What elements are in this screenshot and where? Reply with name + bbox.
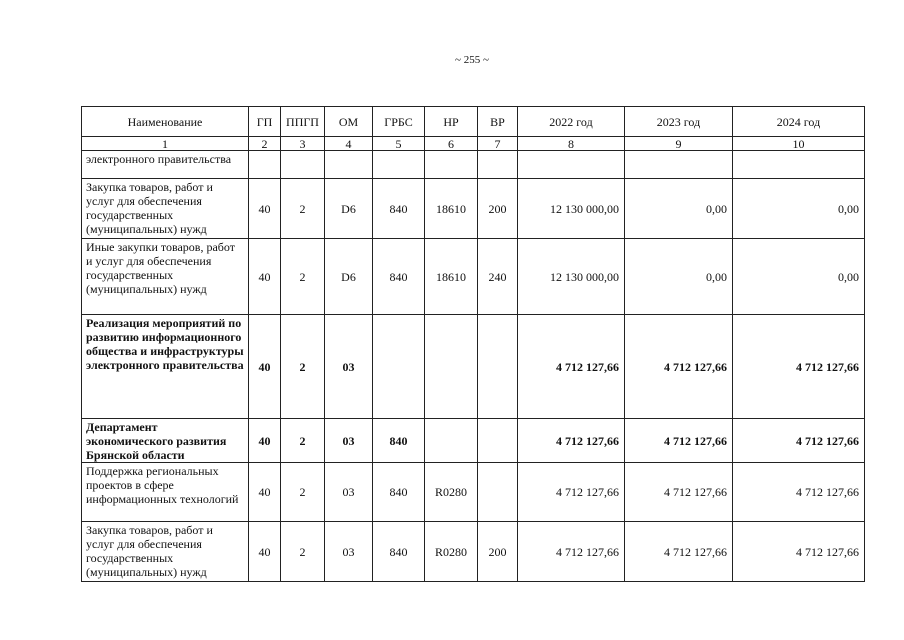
cell-2024: 4 712 127,66 — [733, 522, 865, 582]
cell-grbs — [373, 315, 425, 419]
table-row — [82, 151, 865, 179]
cell-2024: 4 712 127,66 — [733, 419, 865, 463]
column-number: 4 — [325, 137, 373, 151]
cell-grbs: 840 — [373, 239, 425, 315]
row-name: Реализация мероприятий по развитию информационного общества и инфраструктуры электронного правительства — [82, 315, 249, 419]
cell-2024: 4 712 127,66 — [733, 463, 865, 522]
column-number: 1 — [82, 137, 249, 151]
row-name: Закупка товаров, работ и услуг для обеспечения государственных (муниципальных) нужд — [82, 522, 249, 582]
cell-2023: 0,00 — [625, 179, 733, 239]
table-row — [82, 315, 865, 419]
cell-2022: 4 712 127,66 — [518, 522, 625, 582]
table-row — [82, 419, 865, 463]
cell-2023 — [625, 151, 733, 179]
column-header-om: ОМ — [325, 107, 373, 137]
cell-om: D6 — [325, 239, 373, 315]
table-row — [82, 239, 865, 315]
cell-2023: 4 712 127,66 — [625, 315, 733, 419]
cell-vr: 200 — [478, 179, 518, 239]
cell-om — [325, 151, 373, 179]
cell-vr: 200 — [478, 522, 518, 582]
cell-ppgp: 2 — [281, 463, 325, 522]
cell-om: 03 — [325, 522, 373, 582]
cell-gp: 40 — [249, 419, 281, 463]
cell-ppgp: 2 — [281, 419, 325, 463]
row-name: Департамент экономического развития Брянской области — [82, 419, 249, 463]
cell-grbs — [373, 151, 425, 179]
column-number: 5 — [373, 137, 425, 151]
cell-ppgp: 2 — [281, 315, 325, 419]
cell-vr — [478, 463, 518, 522]
cell-vr — [478, 315, 518, 419]
cell-2022: 4 712 127,66 — [518, 463, 625, 522]
cell-ppgp — [281, 151, 325, 179]
cell-2022: 12 130 000,00 — [518, 179, 625, 239]
column-header-2024: 2024 год — [733, 107, 865, 137]
cell-grbs: 840 — [373, 463, 425, 522]
cell-2024: 0,00 — [733, 239, 865, 315]
column-number-row — [82, 137, 865, 151]
cell-2023: 4 712 127,66 — [625, 419, 733, 463]
column-number: 6 — [425, 137, 478, 151]
cell-2023: 0,00 — [625, 239, 733, 315]
column-header-grbs: ГРБС — [373, 107, 425, 137]
column-header-nr: НР — [425, 107, 478, 137]
column-number: 3 — [281, 137, 325, 151]
cell-nr: 18610 — [425, 239, 478, 315]
cell-2023: 4 712 127,66 — [625, 522, 733, 582]
cell-nr — [425, 419, 478, 463]
cell-2023: 4 712 127,66 — [625, 463, 733, 522]
column-number: 8 — [518, 137, 625, 151]
cell-vr — [478, 151, 518, 179]
row-name: электронного правительства — [82, 151, 249, 179]
cell-ppgp: 2 — [281, 239, 325, 315]
cell-2022 — [518, 151, 625, 179]
cell-gp — [249, 151, 281, 179]
cell-vr: 240 — [478, 239, 518, 315]
cell-2024: 0,00 — [733, 179, 865, 239]
column-number: 9 — [625, 137, 733, 151]
cell-gp: 40 — [249, 179, 281, 239]
cell-vr — [478, 419, 518, 463]
cell-om: D6 — [325, 179, 373, 239]
header-row — [82, 107, 865, 137]
column-number: 10 — [733, 137, 865, 151]
row-name: Поддержка региональных проектов в сфере информационных технологий — [82, 463, 249, 522]
cell-gp: 40 — [249, 239, 281, 315]
row-name: Иные закупки товаров, работ и услуг для обеспечения государственных (муниципальных) нужд — [82, 239, 249, 315]
cell-2022: 4 712 127,66 — [518, 419, 625, 463]
column-header-2022: 2022 год — [518, 107, 625, 137]
cell-om: 03 — [325, 463, 373, 522]
cell-2022: 4 712 127,66 — [518, 315, 625, 419]
budget-table — [81, 106, 865, 582]
cell-grbs: 840 — [373, 419, 425, 463]
cell-grbs: 840 — [373, 522, 425, 582]
column-header-vr: ВР — [478, 107, 518, 137]
table-row — [82, 463, 865, 522]
cell-gp: 40 — [249, 315, 281, 419]
column-header-name: Наименование — [82, 107, 249, 137]
cell-gp: 40 — [249, 463, 281, 522]
row-name: Закупка товаров, работ и услуг для обеспечения государственных (муниципальных) нужд — [82, 179, 249, 239]
column-number: 7 — [478, 137, 518, 151]
page-number: ~ 255 ~ — [455, 54, 489, 66]
cell-nr: 18610 — [425, 179, 478, 239]
cell-2024 — [733, 151, 865, 179]
cell-nr: R0280 — [425, 522, 478, 582]
column-header-2023: 2023 год — [625, 107, 733, 137]
cell-om: 03 — [325, 419, 373, 463]
cell-ppgp: 2 — [281, 179, 325, 239]
column-number: 2 — [249, 137, 281, 151]
cell-2024: 4 712 127,66 — [733, 315, 865, 419]
cell-nr — [425, 151, 478, 179]
column-header-gp: ГП — [249, 107, 281, 137]
cell-om: 03 — [325, 315, 373, 419]
table-row — [82, 179, 865, 239]
cell-nr — [425, 315, 478, 419]
cell-grbs: 840 — [373, 179, 425, 239]
cell-2022: 12 130 000,00 — [518, 239, 625, 315]
cell-ppgp: 2 — [281, 522, 325, 582]
cell-gp: 40 — [249, 522, 281, 582]
table-row — [82, 522, 865, 582]
cell-nr: R0280 — [425, 463, 478, 522]
column-header-ppgp: ППГП — [281, 107, 325, 137]
